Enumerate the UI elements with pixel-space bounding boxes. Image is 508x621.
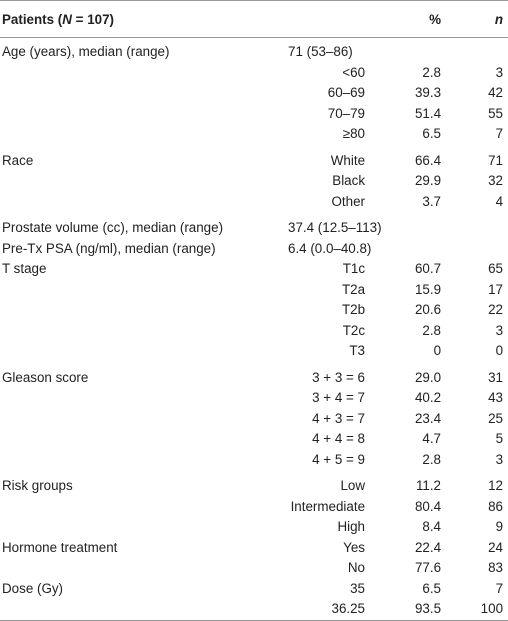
row-percent: 2.8	[422, 322, 442, 338]
table-body	[0, 38, 508, 621]
row-category: Intermediate	[290, 498, 366, 514]
row-label	[0, 341, 278, 362]
table-row	[0, 280, 508, 301]
row-label	[0, 171, 278, 192]
row-label: Prostate volume (cc), median (range)	[2, 220, 224, 235]
row-count: 9	[495, 519, 504, 534]
row-percent: 11.2	[415, 478, 442, 493]
row-percent: 20.6	[414, 302, 442, 317]
row-label	[0, 124, 278, 145]
row-percent: 80.4	[414, 498, 442, 514]
row-percent: 6.5	[422, 126, 442, 141]
row-label	[0, 63, 278, 84]
row-label	[0, 300, 278, 321]
row-label	[0, 409, 278, 430]
row-percent: 4.7	[422, 431, 442, 446]
row-category: 3 + 4 = 7	[312, 390, 366, 405]
row-percent: 23.4	[414, 410, 442, 426]
row-count: 17	[488, 281, 504, 297]
row-category: 60–69	[327, 85, 366, 100]
table-row	[0, 362, 508, 389]
row-count: 0	[495, 343, 504, 358]
row-category: 37.4 (12.5–113)	[288, 220, 382, 235]
row-percent: 8.4	[422, 519, 442, 534]
row-label	[0, 599, 278, 620]
row-label: Pre-Tx PSA (ng/ml), median (range)	[2, 240, 216, 256]
row-category: High	[337, 519, 366, 534]
row-label	[0, 450, 278, 471]
row-label	[0, 83, 278, 104]
row-category: 71 (53–86)	[288, 44, 353, 59]
row-label	[0, 497, 278, 518]
row-category: 4 + 4 = 8	[312, 431, 366, 446]
row-category: T2a	[341, 281, 366, 297]
table-row	[0, 538, 508, 559]
row-category: <60	[342, 64, 366, 80]
table-row	[0, 124, 508, 145]
row-label	[0, 558, 278, 579]
row-percent: 6.5	[422, 580, 442, 596]
header-patients: Patients (N = 107)	[0, 1, 373, 38]
row-label	[0, 517, 278, 538]
row-category: ≥80	[342, 126, 366, 141]
row-percent: 29.9	[414, 173, 442, 188]
row-label	[0, 388, 278, 409]
row-category: T3	[349, 343, 366, 358]
row-count: 83	[488, 560, 504, 575]
table-row	[0, 599, 508, 620]
row-count	[446, 239, 508, 260]
row-percent	[373, 212, 446, 239]
header-percent: %	[373, 1, 446, 38]
table-row	[0, 341, 508, 362]
row-count	[446, 38, 508, 63]
row-category: T2b	[341, 302, 366, 317]
row-count: 100	[446, 599, 508, 620]
row-category: T1c	[342, 261, 366, 276]
row-count: 3	[495, 451, 504, 467]
row-label: T stage	[2, 261, 47, 276]
row-percent: 2.8	[422, 451, 442, 467]
row-label	[0, 104, 278, 125]
row-category: No	[347, 560, 366, 575]
row-count: 3	[495, 322, 504, 338]
table-row	[0, 517, 508, 538]
row-count: 5	[495, 431, 504, 446]
table-row	[0, 450, 508, 471]
row-percent: 29.0	[414, 369, 442, 385]
row-category: Other	[331, 193, 366, 209]
row-percent: 0	[433, 343, 442, 358]
row-category: 4 + 5 = 9	[312, 451, 366, 467]
row-category: Low	[340, 478, 366, 493]
table-header	[0, 1, 508, 38]
table-row	[0, 321, 508, 342]
table-row	[0, 83, 508, 104]
table-row	[0, 259, 508, 280]
row-category: 35	[350, 580, 366, 596]
row-percent: 66.4	[414, 152, 442, 168]
row-label: Risk groups	[2, 478, 73, 493]
row-percent: 77.6	[414, 560, 442, 575]
row-count: 22	[488, 302, 504, 317]
row-count: 71	[488, 152, 504, 168]
row-category: 3 + 3 = 6	[312, 369, 366, 385]
row-label: Age (years), median (range)	[2, 44, 170, 59]
row-count: 31	[488, 369, 504, 385]
row-percent: 39.3	[414, 85, 442, 100]
row-label: Race	[2, 152, 34, 168]
table-row	[0, 192, 508, 213]
row-count: 12	[488, 478, 504, 493]
table-row	[0, 497, 508, 518]
row-percent: 93.5	[373, 599, 446, 620]
row-label: Dose (Gy)	[2, 580, 64, 596]
row-percent	[373, 38, 446, 63]
row-count: 55	[488, 105, 504, 121]
table-row	[0, 38, 508, 63]
row-category: 6.4 (0.0–40.8)	[288, 240, 372, 256]
row-count: 42	[488, 85, 504, 100]
table-row	[0, 579, 508, 600]
row-count: 43	[488, 390, 504, 405]
table-row	[0, 470, 508, 497]
row-count: 3	[495, 64, 504, 80]
row-label	[0, 429, 278, 450]
header-row	[0, 1, 508, 38]
row-category: 36.25	[278, 599, 373, 620]
table-row	[0, 300, 508, 321]
table-row	[0, 145, 508, 172]
row-label: Hormone treatment	[2, 539, 118, 555]
row-percent: 51.4	[414, 105, 442, 121]
row-count: 86	[488, 498, 504, 514]
table-row	[0, 63, 508, 84]
row-percent: 22.4	[414, 539, 442, 555]
table-row	[0, 212, 508, 239]
row-category: White	[330, 152, 366, 168]
row-count: 25	[488, 410, 504, 426]
row-count: 24	[488, 539, 504, 555]
row-category: Yes	[343, 539, 366, 555]
table-row	[0, 171, 508, 192]
row-percent: 40.2	[414, 390, 442, 405]
row-category: T2c	[342, 322, 366, 338]
row-label	[0, 321, 278, 342]
row-percent: 2.8	[422, 64, 442, 80]
row-count: 65	[488, 261, 504, 276]
row-count	[446, 212, 508, 239]
row-count: 7	[495, 580, 504, 596]
row-category: 4 + 3 = 7	[312, 410, 366, 426]
row-category: 70–79	[327, 105, 366, 121]
row-percent: 15.9	[414, 281, 442, 297]
row-percent: 3.7	[422, 193, 442, 209]
table-row	[0, 409, 508, 430]
header-n: n	[446, 1, 508, 38]
table-row	[0, 429, 508, 450]
table-row	[0, 558, 508, 579]
row-count: 32	[488, 173, 504, 188]
row-percent	[373, 239, 446, 260]
row-label: Gleason score	[2, 369, 89, 385]
table-row	[0, 104, 508, 125]
row-label	[0, 192, 278, 213]
row-count: 4	[495, 193, 504, 209]
row-category: Black	[332, 173, 366, 188]
row-percent: 60.7	[414, 261, 442, 276]
row-count: 7	[495, 126, 504, 141]
row-label	[0, 280, 278, 301]
table-row	[0, 239, 508, 260]
table-row	[0, 388, 508, 409]
